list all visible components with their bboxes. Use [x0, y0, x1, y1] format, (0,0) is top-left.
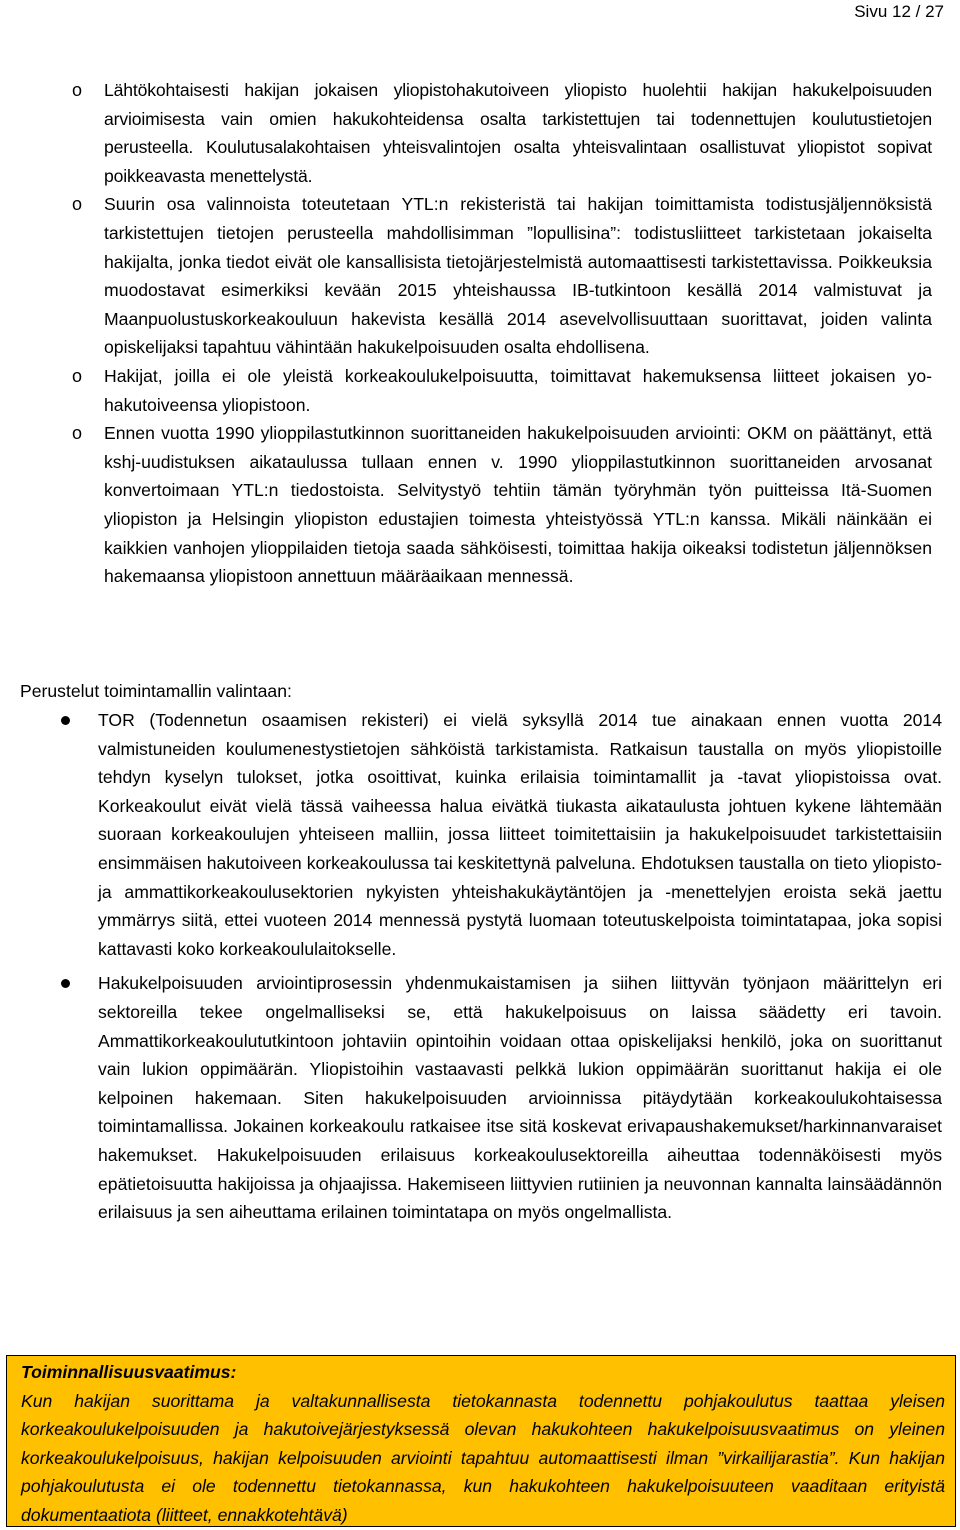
- bullet-list: [0, 706, 960, 1233]
- bullet-item: [0, 706, 960, 963]
- sub-bullet-item: [0, 190, 960, 362]
- bullet-dot-icon: [61, 716, 70, 725]
- sub-bullet-item: [0, 76, 960, 190]
- bullet-text: Hakukelpoisuuden arviointiprosessin yhdenmukaistamisen ja siihen liittyvän työnjaon määrittelyn eri sektoreilla tekee ongelmalliseksi se, että hakukelpoisuus on laissa säädetty eri tavoin. Ammattikorkeakoulututkintoon johtaviin opintoihin voidaan ottaa opiskelijaksi henkilö, joka on suorittanut vain lukion oppimäärän. Yliopistoihin vastaavasti pelkkä lukion oppimäärän suorittanut hakija ei ole kelpoinen hakemaan. Siten hakukelpoisuuden arvioinnissa pitäydytään korkeakoulukohtaisessa toimintamallissa. Jokainen korkeakoulu ratkaisee itse sitä koskevat erivapaushakemukset/harkinnanvaraiset hakemukset. Hakukelpoisuuden erilaisuus korkeakoulusektoreilla aiheuttaa todennäköisesti myös epätietoisuutta hakijoissa ja ohjaajissa. Hakemiseen liittyvien rutiinien ja neuvonnan kannalta lainsäädännön erilaisuus ja sen aiheuttama erilainen toimintatapa on myös ongelmallista.: [98, 973, 942, 1223]
- sub-bullet-marker: o: [72, 194, 83, 215]
- sub-bullet-text: Hakijat, joilla ei ole yleistä korkeakoulukelpoisuutta, toimittavat hakemuksensa liitteet jokaisen yo-hakutoiveensa yliopistoon.: [104, 365, 932, 415]
- bullet-item: [0, 969, 960, 1226]
- requirement-body: Kun hakijan suorittama ja valtakunnallisesta tietokannasta todennettu pohjakoulutus taattaa yleisen korkeakoulukelpoisuuden ja hakutoivejärjestyksessä olevan hakukohteen hakukelpoisuusvaatimus on yleinen korkeakoulukelpoisuus, hakijan kelpoisuuden arviointi tapahtuu automaattisesti ilman ”virkailijarastia”. Kun hakijan pohjakoulutusta ei ole todennettu tietokannassa, kun hakukohteen hakukelpoisuuteen vaaditaan erityistä dokumentaatiota (liitteet, ennakkotehtävä): [21, 1390, 945, 1525]
- sub-bullet-text: Suurin osa valinnoista toteutetaan YTL:n rekisteristä tai hakijan toimittamista todistusjäljennöksistä tarkistettujen tietojen perusteella mahdollisimman ”lopullisina”: todistusliitteet tarkistetaan jokaiselta hakijalta, jonka tiedot eivät ole kansallisista tietojärjestelmistä automaattisesti tarkistettavissa. Poikkeuksia muodostavat esimerkiksi kevään 2015 yhteishaussa IB-tutkintoon kesällä 2014 valmistuvat ja Maanpuolustuskorkeakouluun hakevista kesällä 2014 asevelvollisuuttaan suorittavat, joiden valinta opiskelijaksi tapahtuu vähintään hakukelpoisuuden osalta ehdollisena.: [104, 194, 932, 358]
- sub-bullet-marker: o: [72, 365, 83, 386]
- sub-bullet-list: [0, 76, 960, 591]
- section-heading: Perustelut toimintamallin valintaan:: [20, 681, 292, 701]
- sub-bullet-item: [0, 419, 960, 591]
- sub-bullet-marker: o: [72, 80, 82, 100]
- requirement-box: [6, 1355, 956, 1527]
- requirement-title: Toiminnallisuusvaatimus:: [21, 1362, 237, 1382]
- sub-bullet-text: Ennen vuotta 1990 ylioppilastutkinnon suorittaneiden hakukelpoisuuden arviointi: OKM on päättänyt, että kshj-uudistuksen aikataulussa tullaan ennen v. 1990 ylioppilastutkinnon suorittaneiden arvosanat konvertoimaan YTL:n tiedostoista. Selvitystyö tehtiin tämän työryhmän työn puitteissa Itä-Suomen yliopiston ja Helsingin yliopiston edustajien toimesta yhteistyössä YTL:n kanssa. Mikäli näinkään ei kaikkien vanhojen ylioppilaiden tietoja saada sähköisesti, toimittaa hakija oikeaksi todistetun jäljennöksen hakemaansa yliopistoon annettuun määräaikaan mennessä.: [104, 423, 932, 587]
- sub-bullet-text: Lähtökohtaisesti hakijan jokaisen yliopistohakutoiveen yliopisto huolehtii hakijan hakukelpoisuuden arvioimisesta vain omien hakukohteidensa osalta tarkistettujen tai todennettujen koulutustietojen perusteella. Koulutusalakohtaisen yhteisvalintojen osalta yhteisvalintaan osallistuvat yliopistot sopivat poikkeavasta menettelystä.: [104, 80, 932, 186]
- sub-bullet-marker: o: [72, 423, 83, 444]
- page-number: Sivu 12 / 27: [854, 2, 944, 21]
- bullet-dot-icon: [61, 979, 70, 988]
- bullet-text: TOR (Todennetun osaamisen rekisteri) ei vielä syksyllä 2014 tue ainakaan ennen vuotta 2014 valmistuneiden koulumenestystietojen sähköistä tarkistamista. Ratkaisun taustalla on myös yliopistoille tehdyn kyselyn tulokset, jotka osoittivat, kuinka erilaisia toimintamallit ja -tavat yliopistoissa ovat. Korkeakoulut eivät vielä tässä vaiheessa halua eivätkä tiukasta aikataulusta johtuen kykene lähtemään suoraan korkeakoulujen yhteiseen malliin, jossa liitteet toimitettaisiin ja hakukelpoisuudet tarkistettaisiin ensimmäisen hakutoiveen korkeakoulussa tai keskitettynä palveluna. Ehdotuksen taustalla on tieto yliopisto- ja ammattikorkeakoulusektorien nykyisten yhteishakukäytäntöjen ja -menettelyjen eroista sekä jaettu ymmärrys siitä, ettei vuoteen 2014 mennessä pystytä luomaan toteutuskelpoista toimintatapaa, joka sopisi kattavasti koko korkeakoululaitokselle.: [98, 710, 942, 959]
- sub-bullet-item: [0, 362, 960, 419]
